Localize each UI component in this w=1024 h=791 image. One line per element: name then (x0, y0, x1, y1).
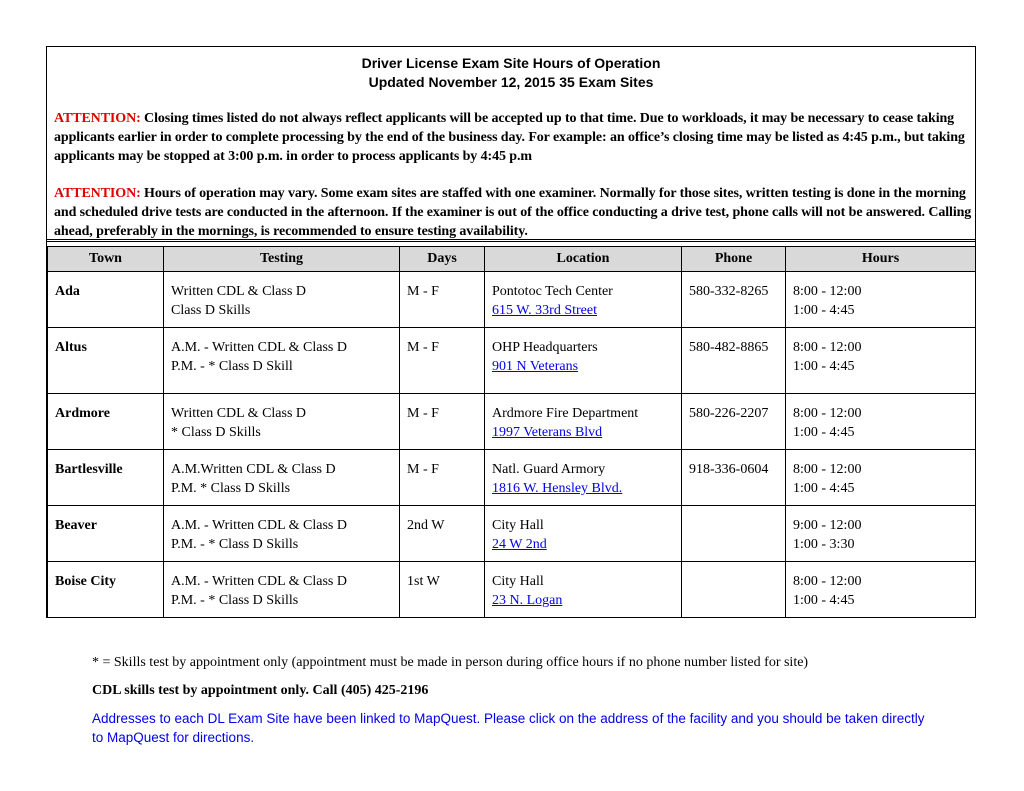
table-header-row (48, 247, 976, 272)
column-header-location: Location (485, 247, 682, 272)
location-name: City Hall (492, 518, 544, 533)
hours-cell (786, 450, 976, 506)
attention-label: ATTENTION: (54, 186, 141, 201)
hours-line: 1:00 - 4:45 (793, 303, 855, 318)
hours-cell (786, 562, 976, 618)
days-cell: M - F (400, 272, 485, 328)
address-link[interactable]: 24 W 2nd (492, 537, 547, 552)
hours-line: 8:00 - 12:00 (793, 574, 862, 589)
attention-notice-2 (54, 184, 972, 241)
hours-line: 8:00 - 12:00 (793, 406, 862, 421)
column-header-town: Town (48, 247, 164, 272)
testing-line: P.M. - * Class D Skills (171, 593, 299, 608)
table-row (48, 328, 976, 394)
phone-cell: 580-482-8865 (682, 328, 786, 394)
table-row (48, 562, 976, 618)
days-cell: M - F (400, 450, 485, 506)
testing-line: Written CDL & Class D (171, 284, 307, 299)
address-link[interactable]: 901 N Veterans (492, 359, 579, 374)
testing-line: A.M. - Written CDL & Class D (171, 340, 347, 355)
column-header-testing: Testing (164, 247, 400, 272)
hours-cell (786, 328, 976, 394)
page-title: Driver License Exam Site Hours of Operation (361, 55, 661, 71)
days-cell: M - F (400, 328, 485, 394)
testing-cell (164, 328, 400, 394)
testing-line: A.M. - Written CDL & Class D (171, 518, 347, 533)
location-cell (485, 394, 682, 450)
location-name: Natl. Guard Armory (492, 462, 606, 477)
location-cell (485, 506, 682, 562)
exam-sites-table (47, 246, 976, 618)
hours-line: 1:00 - 4:45 (793, 425, 855, 440)
phone-cell: 580-226-2207 (682, 394, 786, 450)
testing-line: * Class D Skills (171, 425, 261, 440)
testing-line: P.M. - * Class D Skills (171, 537, 299, 552)
town-cell: Ardmore (48, 394, 164, 450)
town-cell: Altus (48, 328, 164, 394)
location-cell (485, 562, 682, 618)
testing-line: A.M.Written CDL & Class D (171, 462, 336, 477)
document-frame (46, 46, 976, 618)
testing-cell (164, 272, 400, 328)
hours-line: 1:00 - 4:45 (793, 481, 855, 496)
hours-line: 1:00 - 4:45 (793, 359, 855, 374)
address-link[interactable]: 1997 Veterans Blvd (492, 425, 603, 440)
phone-cell (682, 506, 786, 562)
hours-cell (786, 506, 976, 562)
mapquest-note: Addresses to each DL Exam Site have been linked to MapQuest. Please click on the address of the facility and you should be taken directly to MapQuest for directions. (92, 711, 925, 745)
hours-line: 1:00 - 4:45 (793, 593, 855, 608)
attention-text: Closing times listed do not always reflect applicants will be accepted up to that time. Due to workloads, it may be necessary to cease taking applicants earlier in order to complete processing by the end of the business day. For example: an office’s closing time may be listed as 4:45 p.m., but taking applicants may be stopped at 3:00 p.m. in order to process applicants by 4:45 p.m (54, 111, 965, 164)
testing-line: A.M. - Written CDL & Class D (171, 574, 347, 589)
column-header-hours: Hours (786, 247, 976, 272)
skills-test-footnote: * = Skills test by appointment only (appointment must be made in person during office hours if no phone number listed for site) (92, 655, 809, 670)
address-link[interactable]: 1816 W. Hensley Blvd. (492, 481, 623, 496)
testing-cell (164, 450, 400, 506)
location-name: Ardmore Fire Department (492, 406, 639, 421)
location-cell (485, 450, 682, 506)
table-row (48, 272, 976, 328)
address-link[interactable]: 615 W. 33rd Street (492, 303, 597, 318)
town-cell: Boise City (48, 562, 164, 618)
column-header-phone: Phone (682, 247, 786, 272)
location-name: OHP Headquarters (492, 340, 598, 355)
hours-line: 8:00 - 12:00 (793, 462, 862, 477)
town-cell: Ada (48, 272, 164, 328)
column-header-days: Days (400, 247, 485, 272)
location-cell (485, 328, 682, 394)
hours-cell (786, 394, 976, 450)
testing-line: Written CDL & Class D (171, 406, 307, 421)
location-cell (485, 272, 682, 328)
table-row (48, 450, 976, 506)
testing-line: P.M. - * Class D Skill (171, 359, 293, 374)
table-row (48, 394, 976, 450)
attention-label: ATTENTION: (54, 111, 141, 126)
testing-cell (164, 562, 400, 618)
days-cell: M - F (400, 394, 485, 450)
days-cell: 2nd W (400, 506, 485, 562)
hours-line: 9:00 - 12:00 (793, 518, 862, 533)
phone-cell (682, 562, 786, 618)
cdl-appointment-note: CDL skills test by appointment only. Call (405) 425-2196 (92, 683, 429, 698)
testing-cell (164, 394, 400, 450)
testing-line: P.M. * Class D Skills (171, 481, 291, 496)
town-cell: Beaver (48, 506, 164, 562)
testing-cell (164, 506, 400, 562)
attention-notice-1 (54, 109, 972, 166)
location-name: City Hall (492, 574, 544, 589)
phone-cell: 580-332-8265 (682, 272, 786, 328)
phone-cell: 918-336-0604 (682, 450, 786, 506)
double-divider (47, 239, 975, 242)
address-link[interactable]: 23 N. Logan (492, 593, 563, 608)
testing-line: Class D Skills (171, 303, 251, 318)
days-cell: 1st W (400, 562, 485, 618)
header-section (47, 47, 975, 241)
hours-cell (786, 272, 976, 328)
page-subtitle: Updated November 12, 2015 35 Exam Sites (368, 74, 654, 90)
town-cell: Bartlesville (48, 450, 164, 506)
hours-line: 8:00 - 12:00 (793, 284, 862, 299)
hours-line: 1:00 - 3:30 (793, 537, 855, 552)
attention-text: Hours of operation may vary. Some exam sites are staffed with one examiner. Normally for those sites, written testing is done in the morning and scheduled drive tests are conducted in the afternoon. If the examiner is out of the office conducting a drive test, phone calls will not be answered. Calling ahead, preferably in the mornings, is recommended to ensure testing availability. (54, 186, 972, 239)
hours-line: 8:00 - 12:00 (793, 340, 862, 355)
table-row (48, 506, 976, 562)
location-name: Pontotoc Tech Center (492, 284, 613, 299)
